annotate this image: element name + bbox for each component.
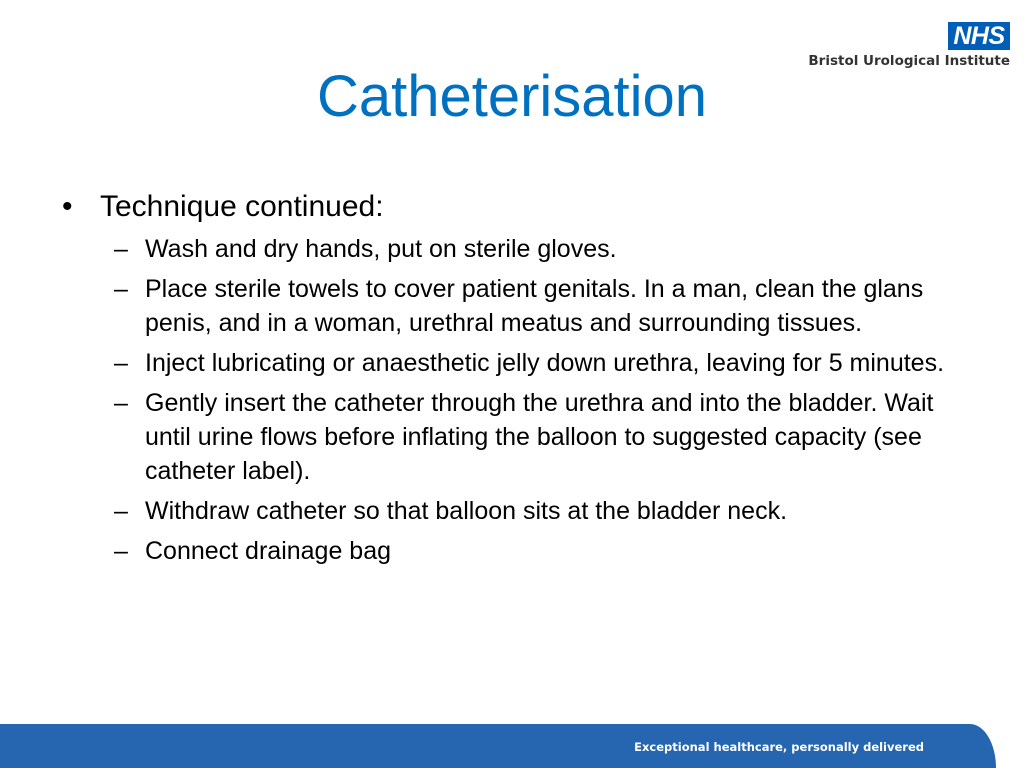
step-item <box>62 272 962 340</box>
technique-steps-list <box>62 232 962 568</box>
slide-content <box>62 188 962 574</box>
dash-marker: – <box>114 497 128 525</box>
bullet-marker: • <box>62 190 73 223</box>
step-text: Wash and dry hands, put on sterile gloves. <box>145 235 617 263</box>
dash-marker: – <box>114 275 128 303</box>
step-text: Inject lubricating or anaesthetic jelly down urethra, leaving for 5 minutes. <box>145 349 945 377</box>
step-item <box>62 534 962 568</box>
step-item <box>62 346 962 380</box>
dash-marker: – <box>114 235 128 263</box>
nhs-logo-mark: NHS <box>948 22 1010 50</box>
step-item <box>62 494 962 528</box>
dash-marker: – <box>114 537 128 565</box>
bullet-text: Technique continued: <box>100 190 384 223</box>
footer-bar <box>0 724 996 768</box>
step-text: Connect drainage bag <box>145 537 392 565</box>
footer-tagline: Exceptional healthcare, personally delivered <box>634 740 924 754</box>
bullet-item <box>62 188 962 226</box>
organisation-name: Bristol Urological Institute <box>808 53 1010 69</box>
step-item <box>62 232 962 266</box>
step-text: Gently insert the catheter through the urethra and into the bladder. Wait until urine flows before inflating the balloon to suggested capacity (see catheter label). <box>145 389 934 485</box>
slide-title: Catheterisation <box>316 64 708 129</box>
step-text: Withdraw catheter so that balloon sits at the bladder neck. <box>145 497 788 525</box>
dash-marker: – <box>114 389 128 417</box>
dash-marker: – <box>114 349 128 377</box>
step-item <box>62 386 962 488</box>
step-text: Place sterile towels to cover patient genitals. In a man, clean the glans penis, and in a woman, urethral meatus and surrounding tissues. <box>145 275 924 337</box>
